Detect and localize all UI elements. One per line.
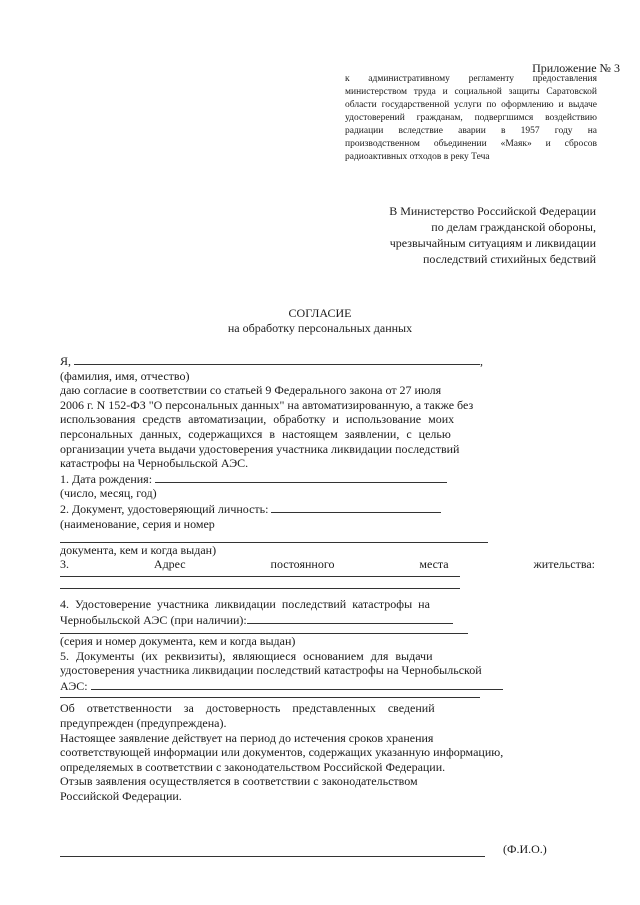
documents-field[interactable] <box>91 678 503 690</box>
address-row <box>60 557 595 572</box>
certificate-line: 4. Удостоверение участника ликвидации последствий катастрофы на <box>60 596 430 611</box>
signature-field[interactable] <box>60 856 485 857</box>
consent-line: 2006 г. N 152-ФЗ "О персональных данных" на автоматизированную, а также без <box>60 397 474 412</box>
consent-line <box>60 383 517 398</box>
validity-line: соответствующей информации или документов, содержащих указанную информацию, <box>60 745 504 760</box>
addressee-line: чрезвычайным ситуациям и ликвидации <box>389 236 596 250</box>
validity-line: Настоящее заявление действует на период до истечения сроков хранения <box>60 730 434 745</box>
responsibility-line: Об ответственности за достоверность представленных сведений <box>60 701 435 716</box>
signature-label: (Ф.И.О.) <box>503 842 547 856</box>
appendix-note: к административному регламенту предоставления министерством труда и социальной защиты Саратовской области государственной услуги по оформлению и выдаче удостоверений гражданам, подвергшимся воздействию радиации вследствие аварии в 1957 году на производственном объединении «Маяк» и сбросов радиоактивных отходов в реку Теча <box>345 74 597 162</box>
documents-line: удостоверения участника ликвидации последствий катастрофы на Чернобыльской <box>60 663 482 678</box>
certificate-field[interactable] <box>247 612 453 624</box>
appendix-title: Приложение № 3 <box>532 61 620 75</box>
document-title: СОГЛАСИЕ <box>288 306 352 320</box>
id-doc-hint: (наименование, серия и номер <box>60 516 215 531</box>
address-word: места <box>419 557 449 572</box>
address-word: 3. <box>60 557 69 572</box>
consent-line: организации учета выдачи удостоверения участника ликвидации последствий <box>60 441 460 456</box>
spacer <box>60 577 600 588</box>
certificate-hint: (серия и номер документа, кем и когда выдан) <box>60 634 296 649</box>
addressee-line: В Министерство Российской Федерации <box>389 204 596 218</box>
i-prefix: Я, <box>60 354 72 368</box>
spacer <box>60 589 600 597</box>
id-doc-row <box>60 501 600 517</box>
id-doc-label: 2. Документ, удостоверяющий личность: <box>60 501 269 516</box>
id-doc-hint: документа, кем и когда выдан) <box>60 542 217 557</box>
fio-field[interactable] <box>74 353 480 365</box>
documents-line: 5. Документы (их реквизиты), являющиеся основанием для выдачи <box>60 648 433 663</box>
fio-hint: (фамилия, имя, отчество) <box>60 368 190 383</box>
validity-line: Российской Федерации. <box>60 789 182 804</box>
address-word: Адрес <box>153 557 186 572</box>
birth-label: 1. Дата рождения: <box>60 471 153 486</box>
documents-row <box>60 678 600 694</box>
fio-row <box>60 353 600 369</box>
birth-row <box>60 471 600 487</box>
birth-date-field[interactable] <box>155 471 447 483</box>
addressee-line: последствий стихийных бедствий <box>422 252 596 266</box>
address-word: постоянного <box>270 557 335 572</box>
id-doc-field[interactable] <box>271 501 441 513</box>
addressee-line: по делам гражданской обороны, <box>431 220 596 234</box>
certificate-row <box>60 612 600 628</box>
i-suffix: , <box>480 354 484 368</box>
consent-line: использования средств автоматизации, обработку и использование моих <box>60 412 455 427</box>
certificate-label: Чернобыльской АЭС (при наличии): <box>60 612 247 627</box>
addressee-block <box>330 203 596 267</box>
address-word: жительства: <box>533 557 595 572</box>
validity-line: Отзыв заявления осуществляется в соответствии с законодательством <box>60 774 418 789</box>
validity-line: определяемых в соответствии с законодательством Российской Федерации. <box>60 759 446 774</box>
birth-hint: (число, месяц, год) <box>60 486 157 501</box>
document-subtitle: на обработку персональных данных <box>227 321 413 335</box>
responsibility-line: предупрежден (предупреждена). <box>60 716 227 731</box>
consent-body <box>60 353 600 804</box>
consent-text: даю согласие в соответствии со статьей 9 Федерального закона от 27 июля <box>60 383 442 398</box>
consent-line: персональных данных, содержащихся в настоящем заявлении, с целью <box>60 426 451 441</box>
consent-line: катастрофы на Чернобыльской АЭС. <box>60 456 249 471</box>
documents-label: АЭС: <box>60 678 88 693</box>
